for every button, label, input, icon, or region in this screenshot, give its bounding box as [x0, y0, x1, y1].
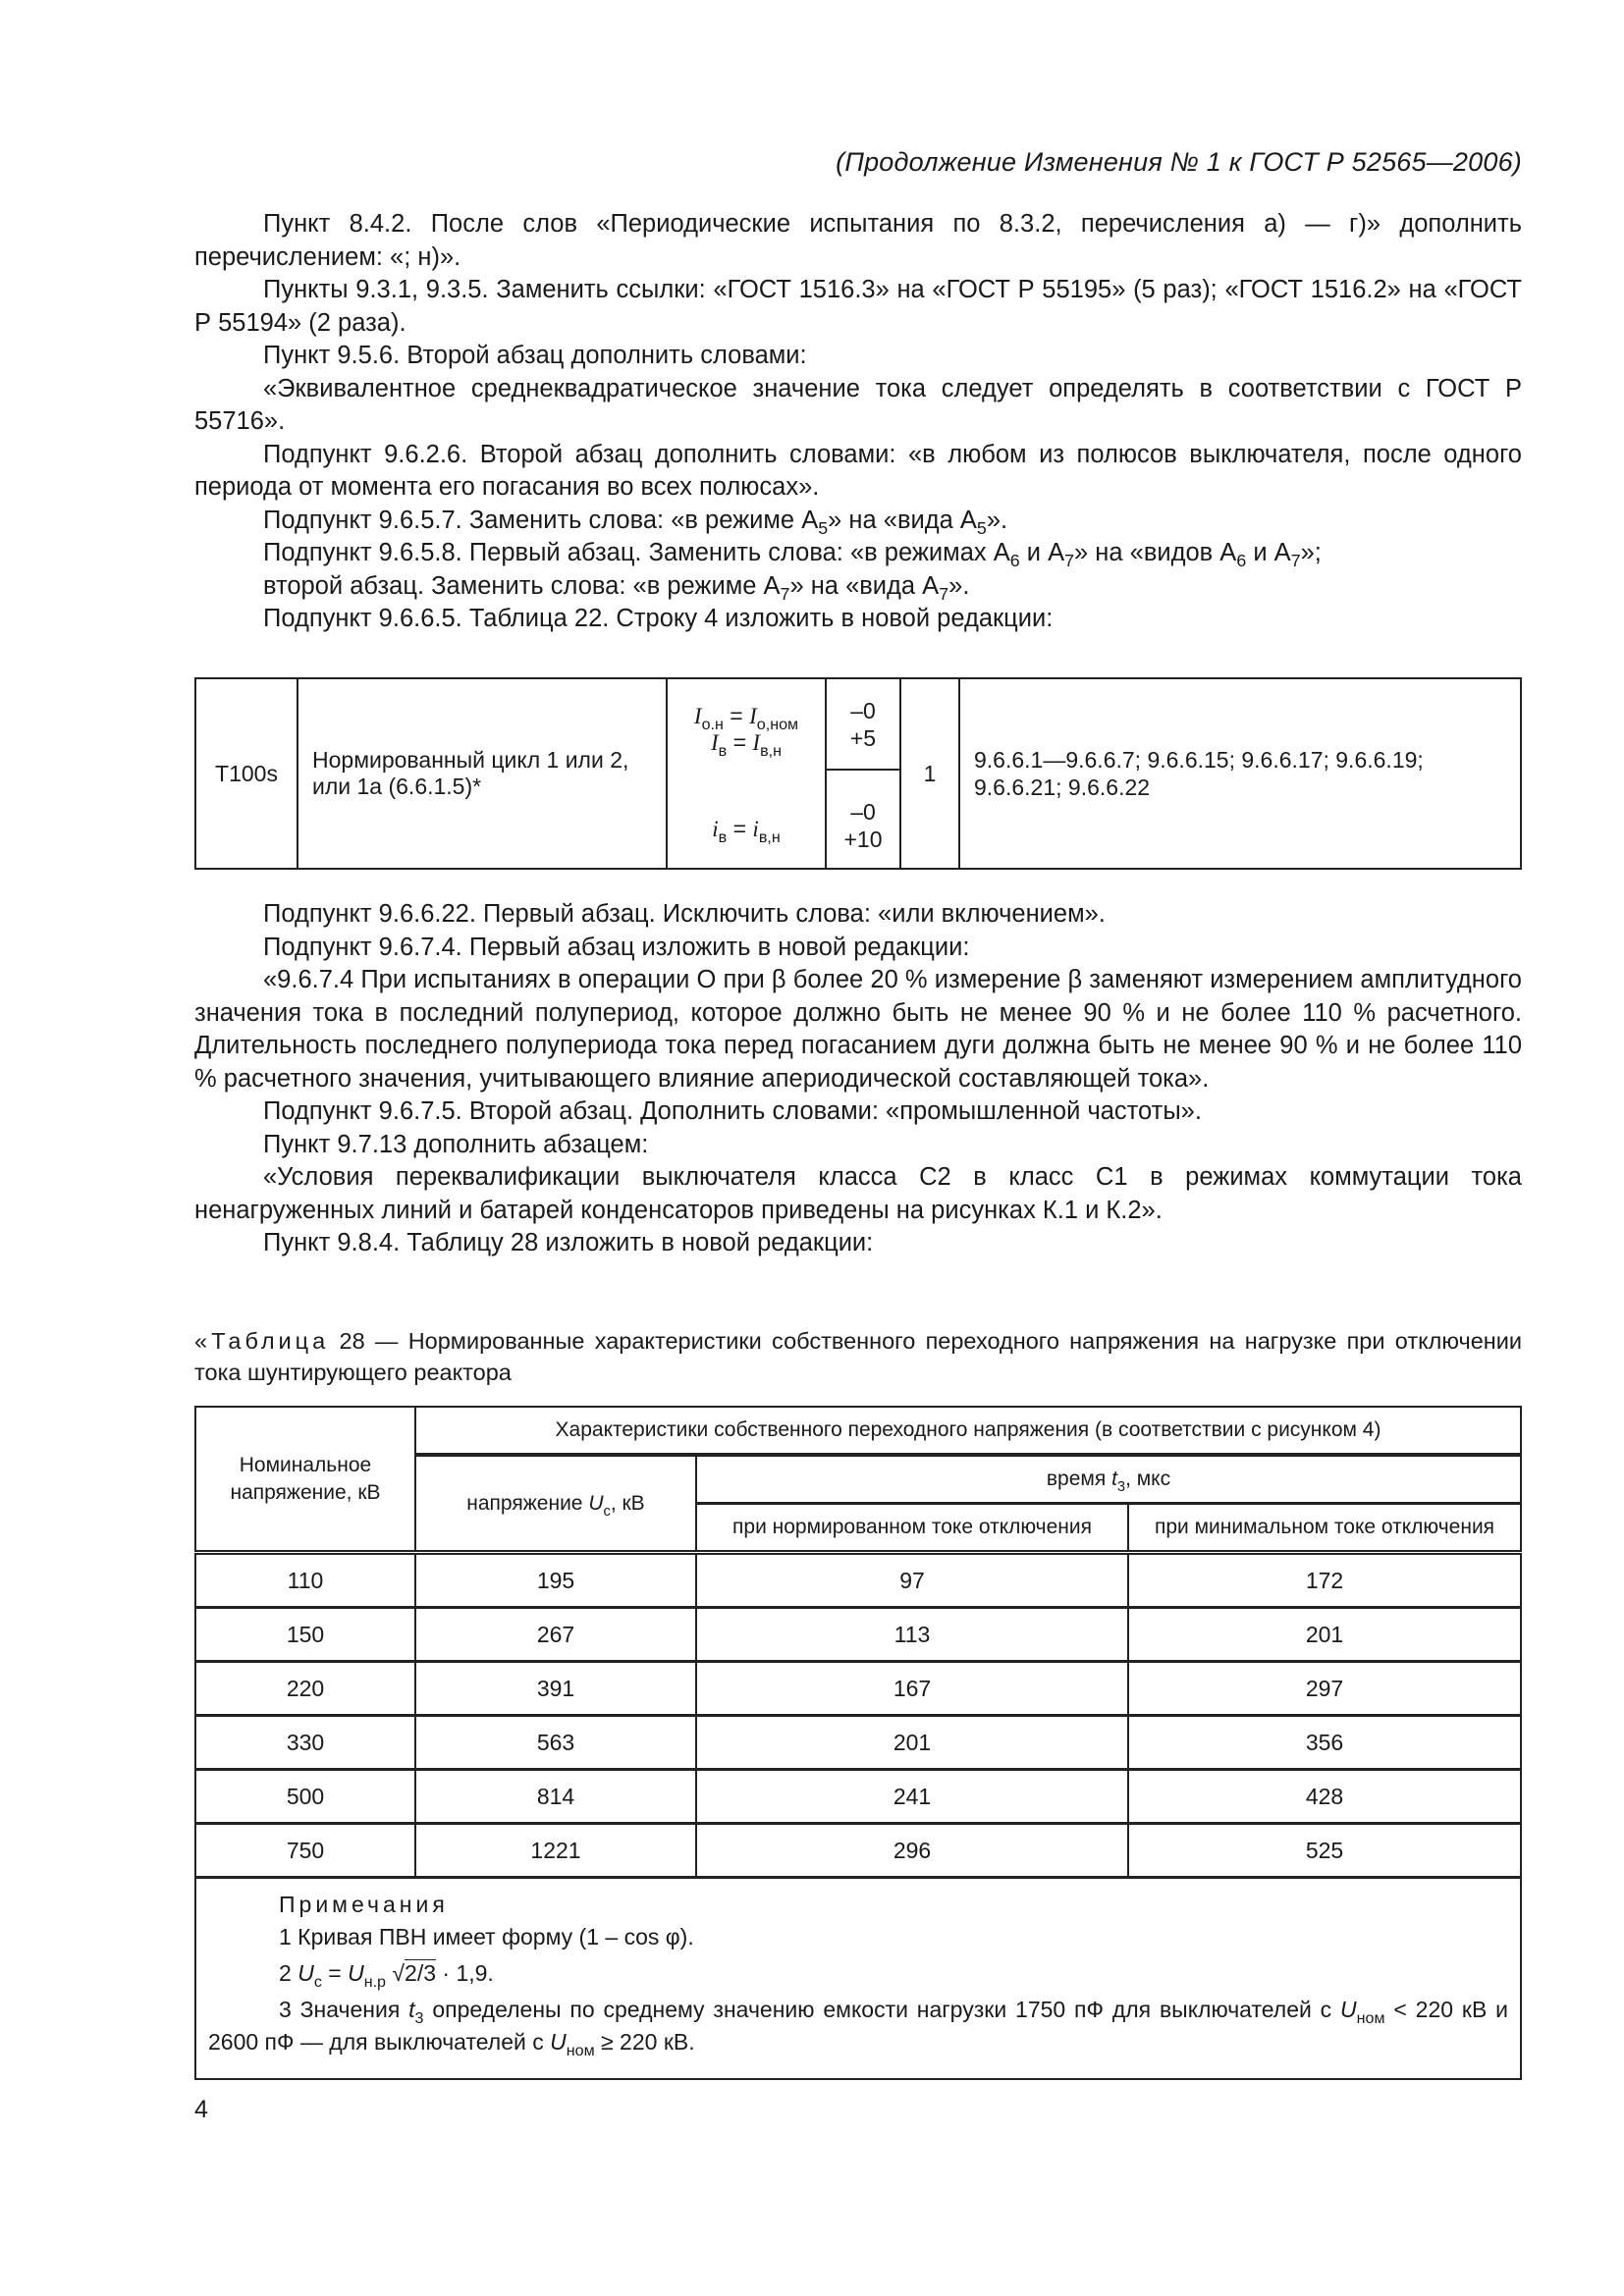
paragraph: «9.6.7.4 При испытаниях в операции О при β более 20 % измерение β заменяют измерением амплитудного значения тока в последний полупериод, которое должно быть не менее 90 % и не более 110 % расчетного. Длительность последнего полупериода тока перед погасанием дуги должна быть не менее 90 % и не более 110 % расчетного значения, учитывающего влияние апериодической составляющей тока».	[194, 966, 1522, 1093]
tolerance-cell: –0 +5	[826, 678, 900, 770]
table-row: 110 195 97 172	[195, 1553, 1521, 1608]
paragraph: Пункты 9.3.1, 9.3.5. Заменить ссылки: «ГОСТ 1516.3» на «ГОСТ Р 55195» (5 раз); «ГОСТ 1516.2» на «ГОСТ Р 55194» (2 раза).	[194, 276, 1522, 337]
header-trv-characteristics: Характеристики собственного переходного напряжения (в соответствии с рисунком 4)	[415, 1407, 1521, 1455]
paragraph: Подпункт 9.6.2.6. Второй абзац дополнить словами: «в любом из полюсов выключателя, после одного периода от момента его погасания во всех полюсах».	[194, 440, 1522, 501]
paragraph: второй абзац. Заменить слова: «в режиме $А_7$» на «вида $А_7$».	[263, 571, 970, 604]
header-minimal-current: при минимальном токе отключения	[1128, 1504, 1521, 1553]
inrush-condition-cell: $i_в = i_{в,н}$	[667, 770, 826, 869]
table-row: 500 814 241 428	[195, 1770, 1521, 1824]
paragraph: Подпункт 9.6.7.5. Второй абзац. Дополнить словами: «промышленной частоты».	[263, 1097, 1202, 1125]
paragraph: Подпункт 9.6.5.7. Заменить слова: «в режиме $А_5$» на «вида $А_5$».	[263, 506, 1008, 538]
table-row: 150 267 113 201	[195, 1608, 1521, 1662]
header-voltage-uc: напряжение $U_с$, кВ	[415, 1455, 696, 1553]
paragraph: Подпункт 9.6.5.8. Первый абзац. Заменить слова: «в режимах $А_6$ и $А_7$» на «видов $А_6$ и $А_7$»;	[263, 539, 1322, 570]
table-22-row-4	[194, 677, 1522, 870]
paragraph: Пункт 8.4.2. После слов «Периодические испытания по 8.3.2, перечисления а) — г)» дополнить перечислением: «; н)».	[194, 210, 1522, 271]
table-28-caption: «Таблица 28 — Нормированные характеристики собственного переходного напряжения на нагрузке при отключении тока шунтирующего реактора	[194, 1328, 1522, 1385]
count-cell: 1	[900, 678, 959, 869]
description-cell: Нормированный цикл 1 или 2, или 1а (6.6.1.5)*	[298, 678, 667, 869]
note-2: 2 $U_с = U_{н.р}$ √2/3 · 1,9.	[279, 1960, 494, 1991]
paragraph: Подпункт 9.6.6.22. Первый абзац. Исключить слова: «или включением».	[263, 900, 1106, 928]
test-code-cell: T100s	[195, 678, 298, 869]
paragraph: «Эквивалентное среднеквадратическое значение тока следует определять в соответствии с ГОСТ Р 55716».	[194, 374, 1522, 435]
table-28	[194, 1406, 1522, 2080]
references-cell: 9.6.6.1—9.6.6.7; 9.6.6.15; 9.6.6.17; 9.6.6.19; 9.6.6.21; 9.6.6.22	[959, 678, 1521, 869]
page-number: 4	[194, 2096, 208, 2123]
table-row: 330 563 201 356	[195, 1716, 1521, 1770]
paragraph: Пункт 9.7.13 дополнить абзацем:	[263, 1130, 649, 1158]
amendment-text-top	[194, 208, 1522, 636]
paragraph: Пункт 9.5.6. Второй абзац дополнить словами:	[263, 342, 807, 369]
paragraph: «Условия переквалификации выключателя класса С2 в класс С1 в режимах коммутации тока ненагруженных линий и батарей конденсаторов приведены на рисунках К.1 и К.2».	[194, 1163, 1522, 1224]
table-row: 220 391 167 297	[195, 1662, 1521, 1716]
header-rated-current: при нормированном токе отключения	[696, 1504, 1128, 1553]
table-row: 750 1221 296 525	[195, 1824, 1521, 1878]
table-notes	[195, 1878, 1521, 2080]
sqrt-symbol: √	[392, 1960, 406, 1986]
paragraph: Пункт 9.8.4. Таблицу 28 изложить в новой редакции:	[263, 1229, 874, 1256]
tolerance-cell: –0 +10	[826, 770, 900, 869]
amendment-text-middle	[194, 898, 1522, 1260]
paragraph: Подпункт 9.6.7.4. Первый абзац изложить в новой редакции:	[263, 933, 970, 961]
note-1: 1 Кривая ПВН имеет форму (1 – cos φ).	[279, 1924, 694, 1949]
paragraph: Подпункт 9.6.6.5. Таблица 22. Строку 4 изложить в новой редакции:	[263, 605, 1054, 632]
note-3: 3 Значения $t_3$ определены по среднему значению емкости нагрузки 1750 пФ для выключателей с $U_{ном} < 220$ кВ и 2600 пФ — для выключателей с $U_{ном} \ge 220$ кВ.	[208, 1997, 1509, 2059]
header-nominal-voltage: Номинальное напряжение, кВ	[195, 1407, 415, 1553]
header-time-t3: время $t_3$, мкс	[696, 1455, 1521, 1504]
notes-title: Примечания	[279, 1892, 449, 1917]
running-title: (Продолжение Изменения № 1 к ГОСТ Р 52565—2006)	[836, 147, 1522, 177]
current-condition-cell: $I_{о.н} = I_{о,ном}$ $I_в = I_{в,н}$	[667, 678, 826, 770]
